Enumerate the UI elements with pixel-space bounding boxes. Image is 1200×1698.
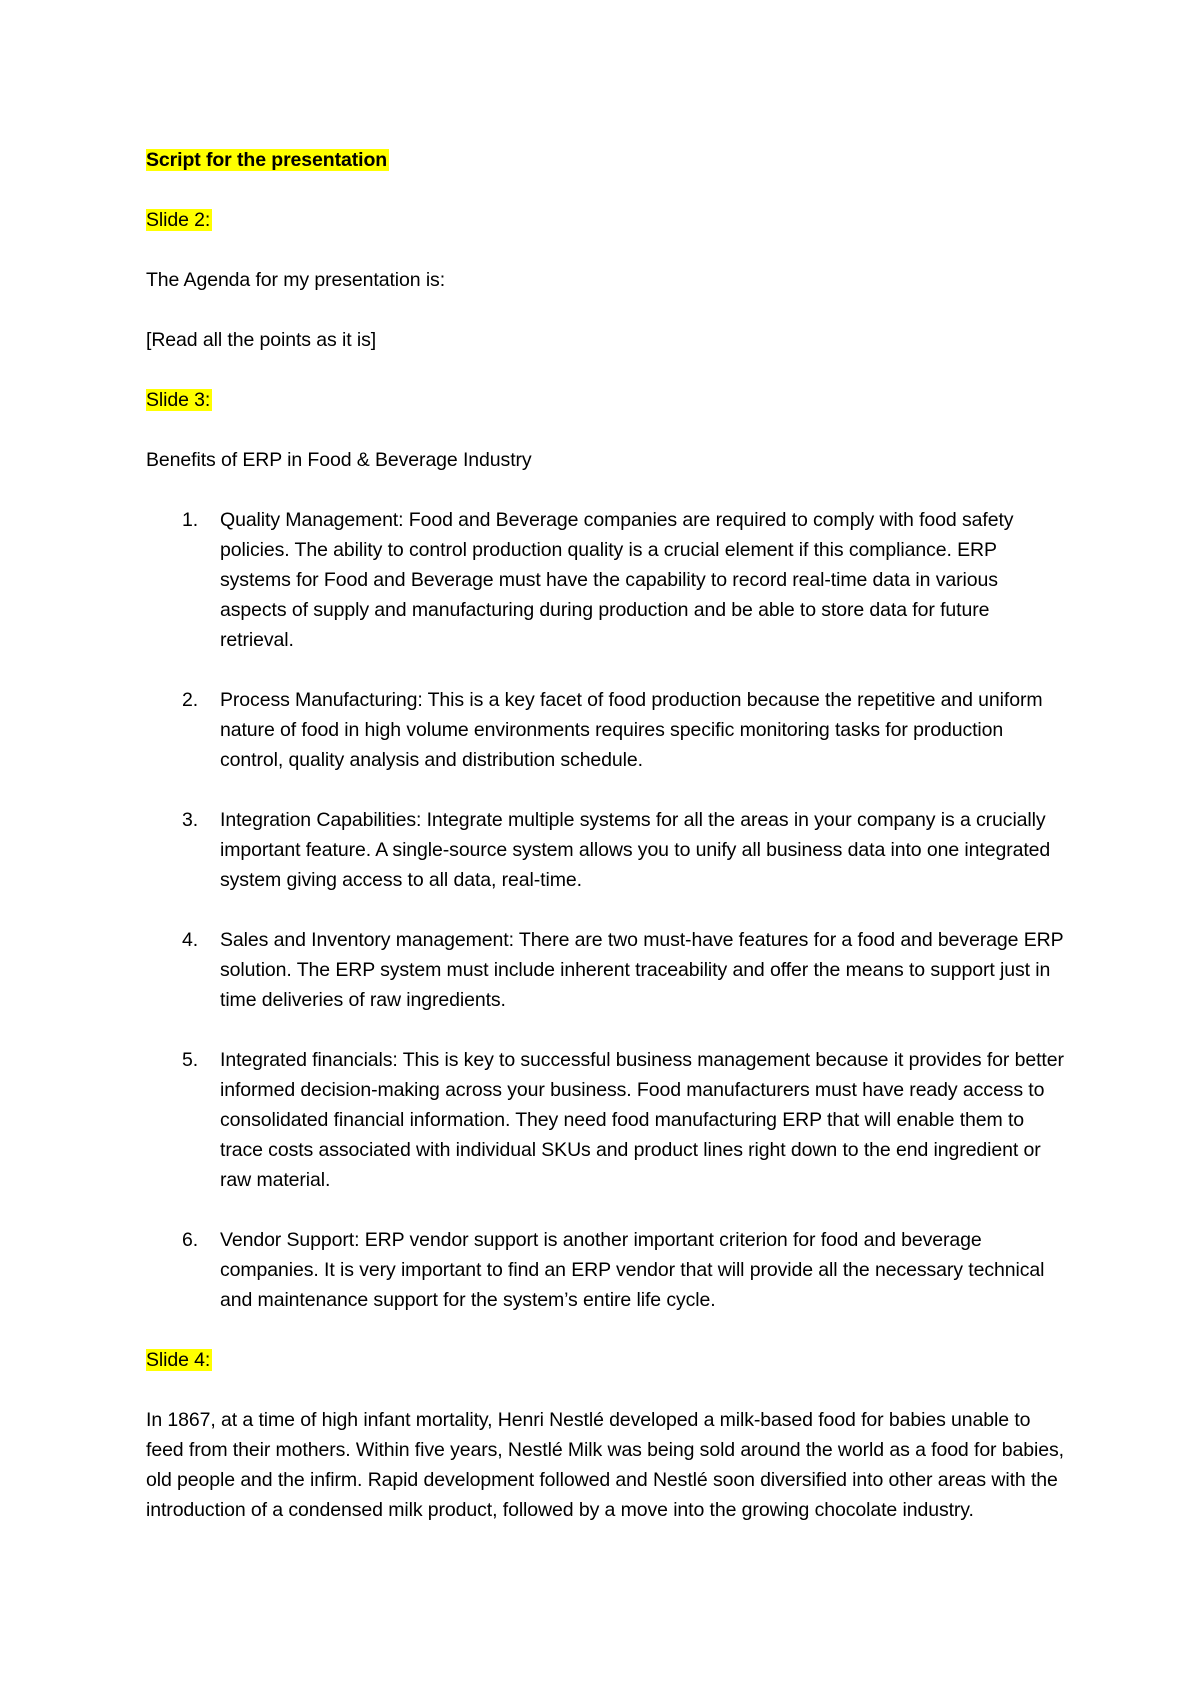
list-item-text: Integrated financials: This is key to successful business management because it provides for better informed decision-making across your business. Food manufacturers must have ready access to consolidated financial information. They need food manufacturing ERP that will enable them to trace costs associated with individual SKUs and product lines right down to the end ingredient or raw material.	[220, 1049, 1064, 1191]
document-body	[146, 145, 1066, 1525]
list-item-text: Process Manufacturing: This is a key facet of food production because the repetitive and uniform nature of food in high volume environments requires specific monitoring tasks for production control, quality analysis and distribution schedule.	[220, 689, 1043, 771]
list-item	[146, 685, 1066, 775]
slide2-heading: Slide 2:	[146, 209, 211, 231]
slide2-instruction-line: [Read all the points as it is]	[146, 329, 377, 351]
list-item-number: 5.	[182, 1049, 199, 1071]
list-item	[146, 1045, 1066, 1195]
slide3-intro: Benefits of ERP in Food & Beverage Industry	[146, 449, 532, 471]
list-item	[146, 805, 1066, 895]
list-item-number: 4.	[182, 929, 199, 951]
slide3-heading: Slide 3:	[146, 389, 211, 411]
slide2-agenda-line: The Agenda for my presentation is:	[146, 269, 446, 291]
list-item-text: Sales and Inventory management: There are two must-have features for a food and beverage ERP solution. The ERP system must include inherent traceability and offer the means to support just in time deliveries of raw ingredients.	[220, 929, 1064, 1011]
slide4-heading-line	[146, 1345, 1066, 1375]
list-item-text: Vendor Support: ERP vendor support is another important criterion for food and beverage companies. It is very important to find an ERP vendor that will provide all the necessary technical and maintenance support for the system’s entire life cycle.	[220, 1229, 1045, 1311]
benefits-list	[146, 505, 1066, 1315]
list-item-text: Integration Capabilities: Integrate multiple systems for all the areas in your company is a crucially important feature. A single-source system allows you to unify all business data into one integrated system giving access to all data, real-time.	[220, 809, 1051, 891]
list-item	[146, 1225, 1066, 1315]
document-title	[146, 145, 1066, 175]
list-item-number: 3.	[182, 809, 199, 831]
slide3-heading-line	[146, 385, 1066, 415]
list-item-number: 6.	[182, 1229, 199, 1251]
title-highlight: Script for the presentation	[146, 149, 388, 171]
slide4-heading: Slide 4:	[146, 1349, 211, 1371]
list-item	[146, 925, 1066, 1015]
slide4-paragraph: In 1867, at a time of high infant mortality, Henri Nestlé developed a milk-based food for babies unable to feed from their mothers. Within five years, Nestlé Milk was being sold around the world as a food for babies, old people and the infirm. Rapid development followed and Nestlé soon diversified into other areas with the introduction of a condensed milk product, followed by a move into the growing chocolate industry.	[146, 1409, 1064, 1521]
list-item-text: Quality Management: Food and Beverage companies are required to comply with food safety policies. The ability to control production quality is a crucial element if this compliance. ERP systems for Food and Beverage must have the capability to record real-time data in various aspects of supply and manufacturing during production and be able to store data for future retrieval.	[220, 509, 1014, 651]
slide2-heading-line	[146, 205, 1066, 235]
list-item-number: 2.	[182, 689, 199, 711]
list-item	[146, 505, 1066, 655]
list-item-number: 1.	[182, 509, 199, 531]
